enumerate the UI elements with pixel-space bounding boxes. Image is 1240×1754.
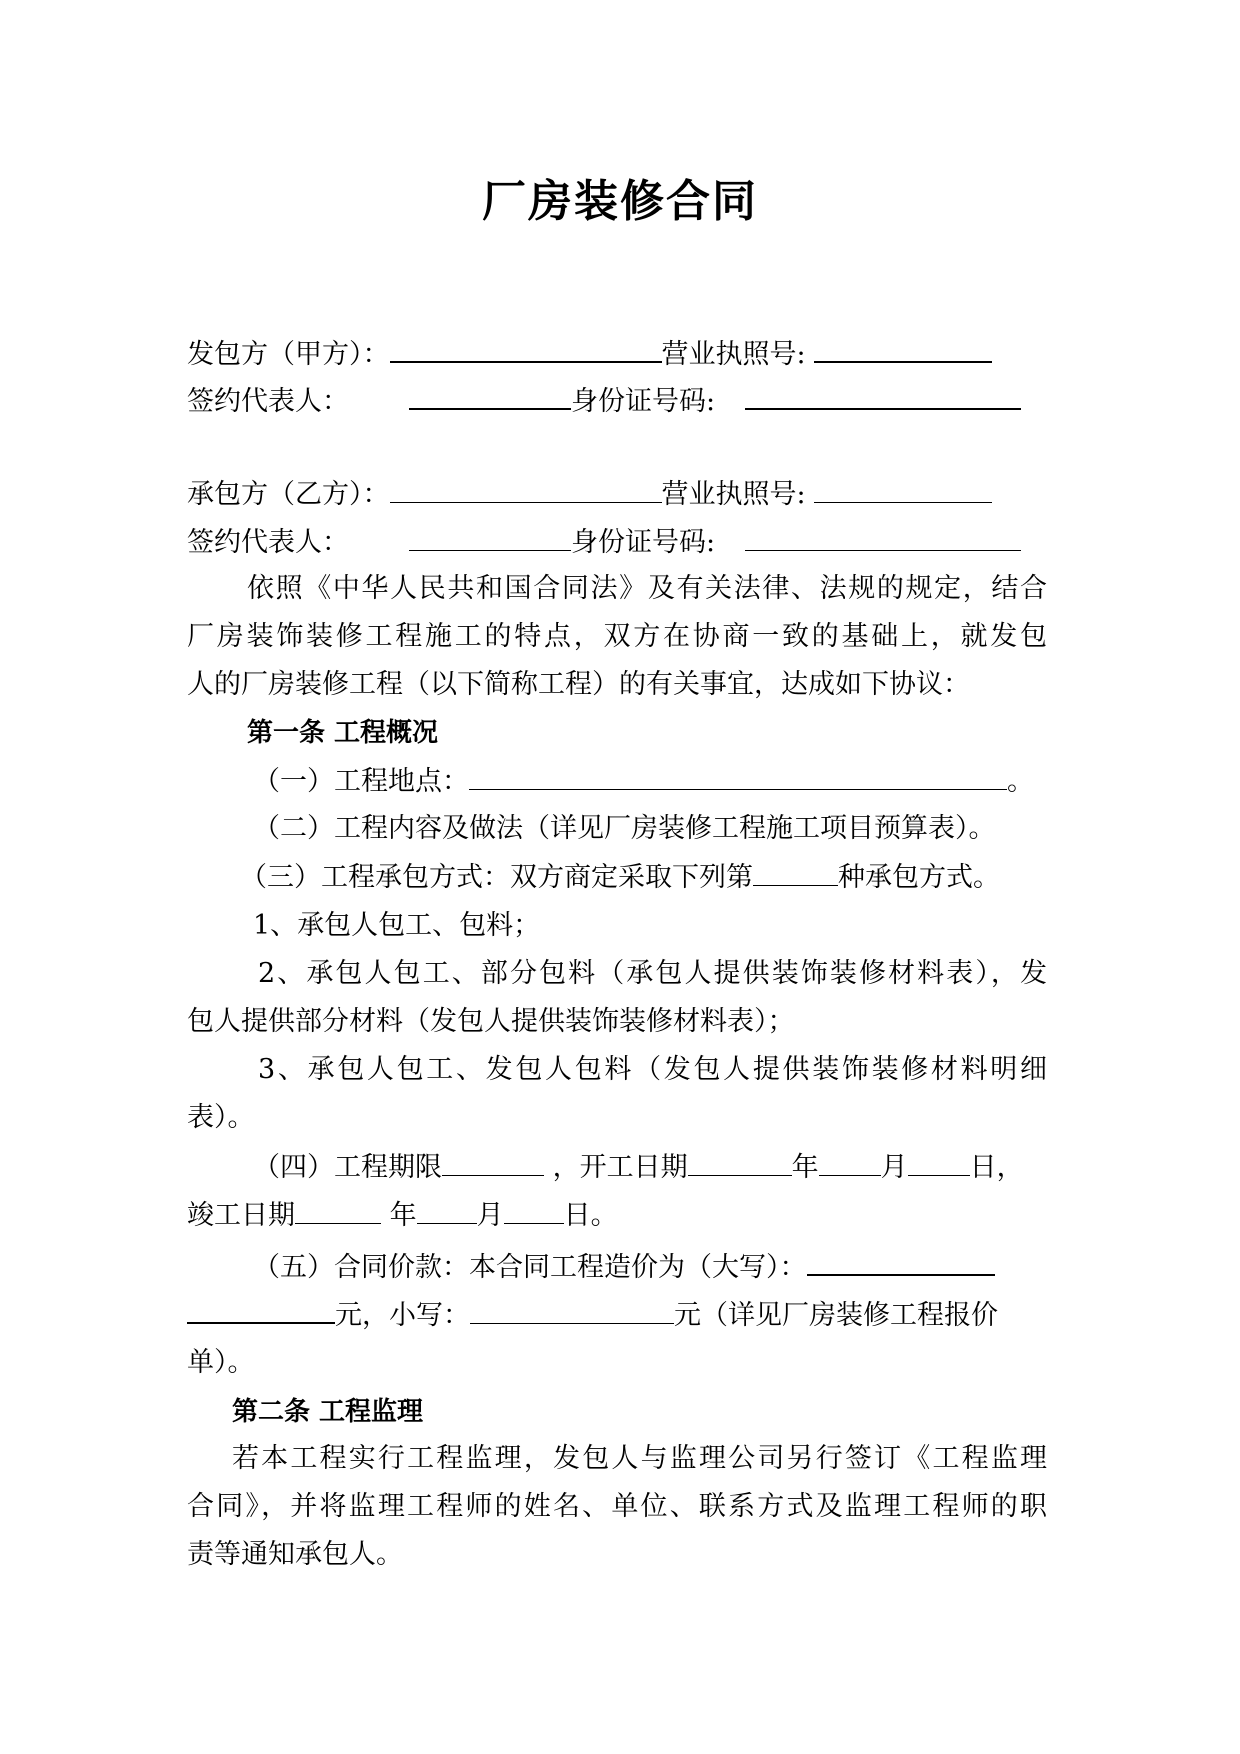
- article-1-item-5: [253, 1246, 995, 1287]
- contract-mode-label: （三）工程承包方式：双方商定采取下列第: [240, 862, 753, 893]
- article-2-line-1: 若本工程实行工程监理，发包人与监理公司另行签订《工程监理: [232, 1443, 1047, 1474]
- contract-mode-blank[interactable]: [753, 857, 838, 886]
- article-1-item-5-cont: [187, 1294, 998, 1335]
- party-b-label: 承包方（乙方）：: [187, 479, 390, 510]
- party-b-line: [187, 474, 992, 514]
- article-1-item-1: [253, 761, 1034, 801]
- price-upper-blank-1[interactable]: [807, 1246, 995, 1276]
- document-title: 厂房装修合同: [482, 176, 758, 227]
- article-1-item-3: [240, 857, 1000, 897]
- party-a-name-blank[interactable]: [390, 333, 662, 363]
- start-year-unit: 年: [791, 1152, 819, 1183]
- end-day-blank[interactable]: [504, 1195, 564, 1224]
- start-date-label: ，开工日期: [552, 1152, 688, 1183]
- party-b-rep-blank[interactable]: [409, 522, 571, 551]
- party-a-license-label: 营业执照号:: [661, 339, 806, 370]
- party-b-id-label: 身份证号码:: [571, 527, 716, 558]
- duration-blank[interactable]: [442, 1147, 544, 1176]
- party-a-license-blank[interactable]: [814, 333, 992, 363]
- start-day-blank[interactable]: [908, 1147, 970, 1176]
- intro-line-3: 人的厂房装修工程（以下简称工程）的有关事宜，达成如下协议：: [187, 669, 970, 700]
- article-2-heading: 第二条 工程监理: [232, 1397, 424, 1427]
- start-year-blank[interactable]: [688, 1147, 792, 1176]
- site-end: 。: [1007, 766, 1034, 797]
- option-2-line-2: 包人提供部分材料（发包人提供装饰装修材料表）；: [187, 1006, 795, 1037]
- start-month-blank[interactable]: [819, 1147, 881, 1176]
- price-upper-blank-2[interactable]: [187, 1294, 335, 1324]
- party-a-rep-line: [187, 380, 1021, 421]
- article-1-item-2: （二）工程内容及做法（详见厂房装修工程施工项目预算表）。: [253, 813, 996, 844]
- site-blank[interactable]: [469, 761, 1007, 790]
- party-b-id-blank[interactable]: [745, 522, 1021, 551]
- intro-line-1: 依照《中华人民共和国合同法》及有关法律、法规的规定，结合: [247, 573, 1047, 604]
- party-b-rep-line: [187, 522, 1021, 562]
- option-3-line-2: 表）。: [187, 1102, 255, 1133]
- option-1: 1、承包人包工、包料；: [253, 910, 541, 941]
- article-2-line-3: 责等通知承包人。: [187, 1539, 403, 1570]
- article-2-line-2: 合同》，并将监理工程师的姓名、单位、联系方式及监理工程师的职: [187, 1491, 1047, 1522]
- option-2-line-1: 2、承包人包工、部分包料（承包人提供装饰装修材料表），发: [258, 958, 1047, 989]
- start-month-unit: 月: [880, 1152, 908, 1183]
- intro-line-2: 厂房装饰装修工程施工的特点，双方在协商一致的基础上，就发包: [187, 621, 1047, 652]
- article-1-item-5-end: 单）。: [187, 1347, 255, 1378]
- article-1-item-4-cont: [187, 1195, 618, 1235]
- end-month-blank[interactable]: [417, 1195, 477, 1224]
- price-lower-blank[interactable]: [470, 1295, 674, 1324]
- party-a-line: [187, 333, 992, 374]
- party-b-name-blank[interactable]: [390, 474, 662, 503]
- party-a-label: 发包方（甲方）：: [187, 339, 390, 370]
- party-a-rep-blank[interactable]: [409, 380, 571, 410]
- party-a-id-blank[interactable]: [745, 380, 1021, 410]
- party-b-rep-label: 签约代表人：: [187, 527, 349, 558]
- party-a-rep-label: 签约代表人：: [187, 386, 349, 417]
- price-yuan-label: 元，小写：: [335, 1300, 470, 1331]
- site-label: （一）工程地点：: [253, 766, 469, 797]
- contract-mode-suffix: 种承包方式。: [838, 862, 1000, 893]
- start-day-unit: 日，: [969, 1152, 1024, 1183]
- article-1-item-4: [253, 1147, 1024, 1187]
- party-b-license-blank[interactable]: [814, 474, 992, 503]
- article-1-heading: 第一条 工程概况: [247, 718, 439, 748]
- end-year-unit: 年: [389, 1200, 417, 1231]
- end-year-blank[interactable]: [295, 1195, 381, 1224]
- end-date-label: 竣工日期: [187, 1200, 295, 1231]
- option-3-line-1: 3、承包人包工、发包人包料（发包人提供装饰装修材料明细: [258, 1054, 1047, 1085]
- end-day-unit: 日。: [563, 1200, 618, 1231]
- party-a-id-label: 身份证号码:: [571, 386, 716, 417]
- party-b-license-label: 营业执照号:: [661, 479, 806, 510]
- price-suffix: 元（详见厂房装修工程报价: [674, 1300, 998, 1331]
- price-label: （五）合同价款：本合同工程造价为（大写）：: [253, 1252, 807, 1283]
- duration-label: （四）工程期限: [253, 1152, 442, 1183]
- end-month-unit: 月: [476, 1200, 504, 1231]
